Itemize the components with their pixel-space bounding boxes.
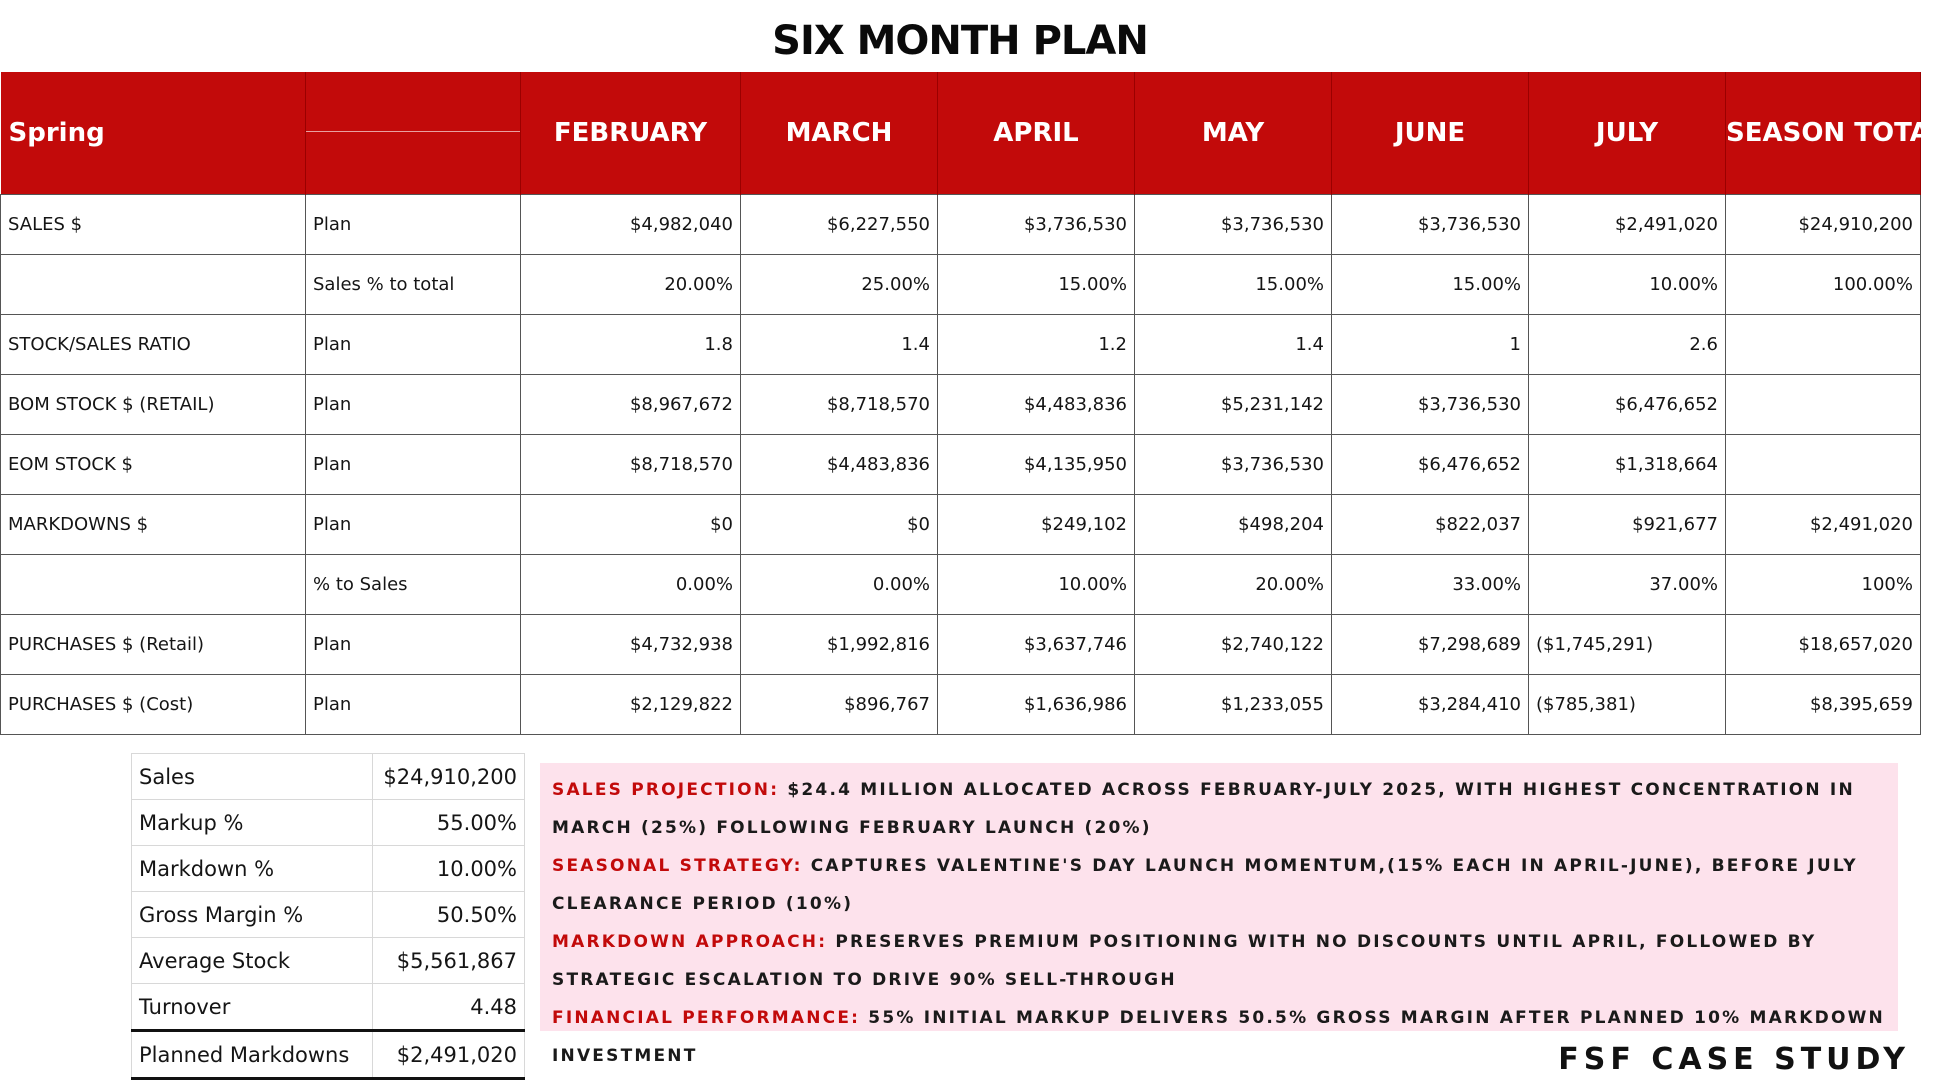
table-row [1, 615, 1921, 675]
row-sublabel: Plan [306, 375, 521, 435]
table-cell: $3,736,530 [1135, 195, 1332, 255]
summary-label: Markup % [132, 800, 373, 846]
row-sublabel: Plan [306, 435, 521, 495]
table-cell: $498,204 [1135, 495, 1332, 555]
summary-value: 50.50% [373, 892, 525, 938]
table-cell: 2.6 [1529, 315, 1726, 375]
table-cell: 1.8 [521, 315, 741, 375]
table-cell: $8,718,570 [521, 435, 741, 495]
row-label: PURCHASES $ (Cost) [1, 675, 306, 735]
header-march: MARCH [741, 72, 938, 195]
table-cell: $4,483,836 [741, 435, 938, 495]
table-cell: $6,227,550 [741, 195, 938, 255]
row-sublabel: Plan [306, 195, 521, 255]
table-cell: 10.00% [938, 555, 1135, 615]
table-cell: $4,483,836 [938, 375, 1135, 435]
table-row [1, 375, 1921, 435]
table-cell: $8,718,570 [741, 375, 938, 435]
table-row [1, 255, 1921, 315]
table-cell: $4,732,938 [521, 615, 741, 675]
table-cell: $0 [741, 495, 938, 555]
row-sublabel: % to Sales [306, 555, 521, 615]
table-cell: 15.00% [1135, 255, 1332, 315]
summary-row [132, 892, 525, 938]
summary-label: Sales [132, 754, 373, 800]
table-row [1, 315, 1921, 375]
table-cell: $3,736,530 [1332, 195, 1529, 255]
summary-label: Planned Markdowns [132, 1031, 373, 1079]
summary-value: 10.00% [373, 846, 525, 892]
table-cell: $8,395,659 [1726, 675, 1921, 735]
six-month-plan-table [0, 72, 1947, 735]
page-title: SIX MONTH PLAN [772, 18, 1148, 64]
table-cell: ($1,745,291) [1529, 615, 1726, 675]
summary-table [131, 753, 525, 1080]
summary-label: Markdown % [132, 846, 373, 892]
table-cell: $8,967,672 [521, 375, 741, 435]
table-cell: 1.2 [938, 315, 1135, 375]
note-text: CAPTURES VALENTINE'S DAY LAUNCH MOMENTUM,(15% EACH IN APRIL-JUNE), BEFORE JULY CLEARANCE PERIOD (10%) [552, 856, 1858, 914]
header-spring: Spring [1, 72, 306, 195]
summary-value: $5,561,867 [373, 938, 525, 984]
table-cell: $3,736,530 [1135, 435, 1332, 495]
note-paragraph [552, 771, 1898, 847]
table-row [1, 195, 1921, 255]
table-cell: $3,284,410 [1332, 675, 1529, 735]
table-cell: $2,491,020 [1726, 495, 1921, 555]
header-blank [306, 72, 521, 195]
table-cell: 10.00% [1529, 255, 1726, 315]
table-cell: 0.00% [521, 555, 741, 615]
table-cell: $921,677 [1529, 495, 1726, 555]
summary-label: Gross Margin % [132, 892, 373, 938]
row-label: EOM STOCK $ [1, 435, 306, 495]
row-label: BOM STOCK $ (RETAIL) [1, 375, 306, 435]
note-label: SALES PROJECTION: [552, 780, 780, 800]
table-cell: $249,102 [938, 495, 1135, 555]
summary-label: Turnover [132, 984, 373, 1031]
header-divider [306, 131, 520, 132]
row-label [1, 255, 306, 315]
header-may: MAY [1135, 72, 1332, 195]
table-cell: $6,476,652 [1529, 375, 1726, 435]
table-cell: 33.00% [1332, 555, 1529, 615]
header-july: JULY [1529, 72, 1726, 195]
summary-row [132, 800, 525, 846]
footer-case-study: FSF CASE STUDY [1558, 1042, 1910, 1077]
summary-row [132, 846, 525, 892]
row-label: SALES $ [1, 195, 306, 255]
row-label: PURCHASES $ (Retail) [1, 615, 306, 675]
note-paragraph [552, 923, 1898, 999]
table-cell: 100% [1726, 555, 1921, 615]
table-cell [1726, 435, 1921, 495]
summary-row [132, 984, 525, 1031]
row-sublabel: Sales % to total [306, 255, 521, 315]
note-label: FINANCIAL PERFORMANCE: [552, 1008, 861, 1028]
header-february: FEBRUARY [521, 72, 741, 195]
row-sublabel: Plan [306, 315, 521, 375]
summary-value: $24,910,200 [373, 754, 525, 800]
table-cell: $822,037 [1332, 495, 1529, 555]
table-row [1, 555, 1921, 615]
summary-row [132, 1031, 525, 1079]
row-label: STOCK/SALES RATIO [1, 315, 306, 375]
table-cell [1726, 315, 1921, 375]
table-body [1, 195, 1921, 735]
table-cell: $1,318,664 [1529, 435, 1726, 495]
note-text: $24.4 MILLION ALLOCATED ACROSS FEBRUARY-JULY 2025, WITH HIGHEST CONCENTRATION IN MARCH (25%) FOLLOWING FEBRUARY LAUNCH (20%) [552, 780, 1855, 838]
note-text: PRESERVES PREMIUM POSITIONING WITH NO DISCOUNTS UNTIL APRIL, FOLLOWED BY STRATEGIC ESCALATION TO DRIVE 90% SELL-THROUGH [552, 932, 1817, 990]
table-cell: $0 [521, 495, 741, 555]
table-cell: $18,657,020 [1726, 615, 1921, 675]
note-label: SEASONAL STRATEGY: [552, 856, 803, 876]
table-cell: $1,636,986 [938, 675, 1135, 735]
row-sublabel: Plan [306, 675, 521, 735]
row-label [1, 555, 306, 615]
table-cell: $5,231,142 [1135, 375, 1332, 435]
table-cell: 15.00% [1332, 255, 1529, 315]
table-cell: $1,992,816 [741, 615, 938, 675]
table-row [1, 675, 1921, 735]
table-cell [1726, 375, 1921, 435]
table-cell: $24,910,200 [1726, 195, 1921, 255]
summary-label: Average Stock [132, 938, 373, 984]
row-sublabel: Plan [306, 495, 521, 555]
table-row [1, 435, 1921, 495]
table-cell: $6,476,652 [1332, 435, 1529, 495]
table-header-row [1, 72, 1921, 195]
table-cell: 1 [1332, 315, 1529, 375]
table-cell: 100.00% [1726, 255, 1921, 315]
table-cell: $3,736,530 [1332, 375, 1529, 435]
table-row [1, 495, 1921, 555]
table-cell: $1,233,055 [1135, 675, 1332, 735]
table-cell: $4,982,040 [521, 195, 741, 255]
note-paragraph [552, 847, 1898, 923]
table-cell: $2,129,822 [521, 675, 741, 735]
table-cell: $3,637,746 [938, 615, 1135, 675]
header-season-total: SEASON TOTAL [1726, 72, 1921, 195]
table-cell: $896,767 [741, 675, 938, 735]
summary-row [132, 754, 525, 800]
table-cell: $3,736,530 [938, 195, 1135, 255]
summary-value: $2,491,020 [373, 1031, 525, 1079]
table-cell: $2,491,020 [1529, 195, 1726, 255]
header-june: JUNE [1332, 72, 1529, 195]
row-sublabel: Plan [306, 615, 521, 675]
table-cell: $7,298,689 [1332, 615, 1529, 675]
table-cell: ($785,381) [1529, 675, 1726, 735]
table-cell: 1.4 [1135, 315, 1332, 375]
summary-value: 4.48 [373, 984, 525, 1031]
table-cell: 0.00% [741, 555, 938, 615]
summary-value: 55.00% [373, 800, 525, 846]
table-cell: 15.00% [938, 255, 1135, 315]
table-cell: 20.00% [1135, 555, 1332, 615]
summary-body [132, 754, 525, 1079]
table-cell: $4,135,950 [938, 435, 1135, 495]
table-cell: 20.00% [521, 255, 741, 315]
summary-row [132, 938, 525, 984]
table-cell: 37.00% [1529, 555, 1726, 615]
header-april: APRIL [938, 72, 1135, 195]
table-cell: 1.4 [741, 315, 938, 375]
table-cell: 25.00% [741, 255, 938, 315]
note-label: MARKDOWN APPROACH: [552, 932, 828, 952]
table-cell: $2,740,122 [1135, 615, 1332, 675]
row-label: MARKDOWNS $ [1, 495, 306, 555]
note-text: 55% INITIAL MARKUP DELIVERS 50.5% GROSS MARGIN AFTER PLANNED 10% MARKDOWN INVESTMENT [552, 1008, 1885, 1066]
